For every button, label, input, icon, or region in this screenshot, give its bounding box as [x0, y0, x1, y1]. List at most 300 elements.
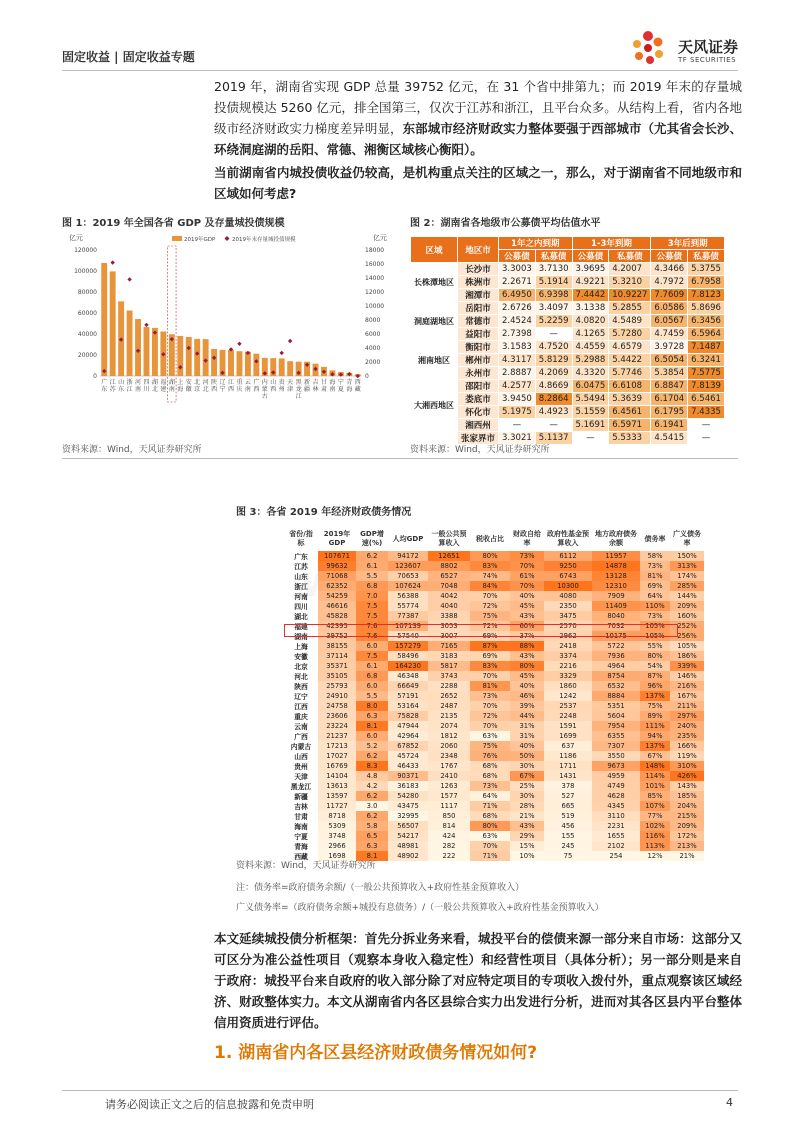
t3-province: 海南	[294, 823, 308, 831]
t3-value: 204%	[670, 801, 704, 811]
t2-value: 6.5971	[609, 419, 651, 432]
legend-bar-swatch	[172, 236, 182, 241]
t3-value: 68%	[470, 771, 510, 781]
t2-header-region: 区域	[411, 237, 458, 263]
t2-subheader: 私募债	[688, 250, 725, 263]
t3-value: 42964	[388, 731, 428, 741]
t3-value: 12310	[592, 581, 640, 591]
t3-value: 185%	[670, 791, 704, 801]
t2-value: 5.3854	[651, 367, 688, 380]
t3-value: 222	[428, 851, 470, 861]
table-row	[411, 315, 725, 328]
bar-gdp	[211, 349, 217, 376]
table-row	[411, 289, 725, 302]
t3-value: 3743	[428, 671, 470, 681]
t3-value: 9673	[592, 761, 640, 771]
x-tick-label: 西	[354, 379, 361, 386]
t3-value: 46348	[388, 671, 428, 681]
t3-value: 54%	[640, 661, 670, 671]
t2-value: 4.5415	[651, 432, 688, 445]
t3-value: 11409	[592, 601, 640, 611]
hunan-highlight-box	[284, 624, 678, 637]
fig3-title: 图 3：各省 2019 年经济财政债务情况	[236, 507, 412, 518]
t2-city: 常德市	[458, 315, 499, 328]
t3-value: 6.2	[356, 811, 388, 821]
t3-value: 7.5	[356, 651, 388, 661]
t3-header: 广义债务率	[673, 530, 701, 547]
table-row	[284, 731, 704, 741]
x-tick-label: 东	[118, 386, 125, 393]
table-row	[411, 263, 725, 276]
t3-value: 5351	[592, 701, 640, 711]
t3-value: 1577	[428, 791, 470, 801]
table-row	[284, 831, 704, 841]
t3-value: 1117	[428, 801, 470, 811]
t3-value: 6.2	[356, 751, 388, 761]
t3-value: 7.0	[356, 591, 388, 601]
t3-value: 6743	[544, 571, 592, 581]
t2-value: 5.3639	[609, 393, 651, 406]
t2-value: 6.1704	[651, 393, 688, 406]
y-left-tick: 60000	[77, 310, 97, 317]
t3-value: 3550	[592, 751, 640, 761]
t2-value: 4.5489	[609, 315, 651, 328]
t3-value: 43%	[510, 651, 544, 661]
fig3-source: 资料来源：Wind，天风证券研究所	[236, 861, 376, 871]
t3-value: 4959	[592, 771, 640, 781]
legend-gdp: 2019年GDP	[184, 237, 216, 243]
t3-value: 1699	[544, 731, 592, 741]
x-tick-label: 甘	[320, 379, 327, 386]
t3-value: 70%	[470, 721, 510, 731]
y-right-label: 亿元	[373, 234, 387, 242]
t3-value: 45%	[510, 671, 544, 681]
x-tick-label: 河	[135, 379, 142, 386]
t3-value: 102%	[640, 821, 670, 831]
t3-value: 6.1	[356, 561, 388, 571]
t3-value: 456	[544, 821, 592, 831]
t3-value: 73%	[640, 611, 670, 621]
t3-value: 87%	[640, 671, 670, 681]
t3-value: 313%	[670, 561, 704, 571]
t3-value: 24758	[318, 701, 356, 711]
t2-value: 3.7130	[535, 263, 572, 276]
t3-value: 7.5	[356, 611, 388, 621]
logo-subtext: TF SECURITIES	[678, 56, 737, 64]
t3-value: 3388	[428, 611, 470, 621]
t3-value: 137%	[640, 741, 670, 751]
table-row	[284, 681, 704, 691]
y-right-tick: 4000	[365, 345, 381, 352]
t3-value: 7.6	[356, 621, 388, 631]
t3-value: 4749	[592, 781, 640, 791]
t3-value: 297%	[670, 711, 704, 721]
x-tick-label: 江	[109, 379, 116, 386]
table-row	[411, 393, 725, 406]
t3-value: 84%	[470, 581, 510, 591]
t3-value: 72%	[470, 621, 510, 631]
t3-value: 3748	[318, 831, 356, 841]
t3-value: 216%	[670, 681, 704, 691]
t3-value: 6.2	[356, 551, 388, 561]
t2-value: 4.0820	[572, 315, 609, 328]
t3-province: 云南	[294, 723, 308, 731]
t3-value: 31%	[510, 721, 544, 731]
t3-value: 25793	[318, 681, 356, 691]
t3-value: 7165	[428, 641, 470, 651]
t3-value: 88%	[510, 641, 544, 651]
table-row	[284, 801, 704, 811]
x-tick-label: 南	[168, 386, 175, 393]
x-tick-label: 云	[244, 379, 251, 386]
t3-value: 150%	[670, 551, 704, 561]
page-number: 4	[726, 1096, 733, 1109]
bar-gdp	[194, 339, 200, 376]
t2-value: 4.3320	[572, 367, 609, 380]
t3-value: 426%	[670, 771, 704, 781]
t3-value: 2288	[428, 681, 470, 691]
t2-value: 6.5964	[688, 328, 725, 341]
table-row	[284, 581, 704, 591]
t3-province: 河北	[294, 673, 308, 681]
point-debt	[237, 342, 241, 346]
t3-value: 70%	[510, 561, 544, 571]
t3-value: 11727	[318, 801, 356, 811]
x-tick-label: 辽	[219, 379, 226, 386]
t2-region: 湘南地区	[411, 341, 458, 380]
t3-value: 75%	[640, 701, 670, 711]
t3-value: 85%	[640, 791, 670, 801]
t3-value: 160%	[670, 611, 704, 621]
t3-value: 64%	[640, 591, 670, 601]
t3-value: 45%	[510, 601, 544, 611]
bar-gdp	[279, 358, 285, 376]
t3-value: 74%	[470, 571, 510, 581]
t3-value: 111%	[640, 721, 670, 731]
t2-value: 4.2007	[609, 263, 651, 276]
t3-value: 2350	[544, 601, 592, 611]
header-divider	[62, 70, 738, 71]
t3-value: 1812	[428, 731, 470, 741]
table-row	[411, 380, 725, 393]
t3-value: 256%	[670, 631, 704, 641]
x-tick-label: 河	[202, 379, 209, 386]
t3-value: 3374	[544, 651, 592, 661]
t3-value: 119%	[670, 751, 704, 761]
t3-province: 西藏	[294, 853, 308, 861]
t3-header: 一般公共预算收入	[431, 530, 467, 547]
t3-value: 4964	[592, 661, 640, 671]
t3-value: 3183	[428, 651, 470, 661]
t2-header-city: 地区市	[458, 237, 499, 263]
t3-value: 172%	[670, 831, 704, 841]
t2-value: 4.7972	[651, 276, 688, 289]
t3-value: 73%	[640, 561, 670, 571]
t3-value: 6.0	[356, 641, 388, 651]
t3-value: 77387	[388, 611, 428, 621]
t3-value: 37%	[510, 631, 544, 641]
t3-value: 105%	[640, 621, 670, 631]
t3-value: 40%	[510, 591, 544, 601]
t3-value: 1431	[544, 771, 592, 781]
t3-value: 73%	[510, 551, 544, 561]
t3-value: 99632	[318, 561, 356, 571]
t3-value: 6.2	[356, 791, 388, 801]
t3-value: 3053	[428, 621, 470, 631]
t3-value: 66649	[388, 681, 428, 691]
t3-value: 14878	[592, 561, 640, 571]
t3-province: 江苏	[294, 563, 308, 571]
table-row	[411, 419, 725, 432]
t3-value: 7909	[592, 591, 640, 601]
t2-value: 5.1914	[535, 276, 572, 289]
t3-value: 71%	[470, 851, 510, 861]
t3-value: 209%	[670, 601, 704, 611]
t2-value: 10.9227	[609, 289, 651, 302]
t2-value: 6.1795	[651, 406, 688, 419]
t3-value: 2652	[428, 691, 470, 701]
t2-value: 6.5461	[688, 393, 725, 406]
x-tick-label: 南	[244, 386, 251, 393]
t2-value: 5.8129	[535, 354, 572, 367]
x-tick-label: 徽	[185, 386, 192, 393]
t3-value: 252%	[670, 621, 704, 631]
t3-value: 2216	[544, 661, 592, 671]
t2-value: 7.8123	[688, 289, 725, 302]
page-header: 固定收益 | 固定收益专题	[62, 50, 195, 64]
t3-value: 94%	[640, 731, 670, 741]
y-right-tick: 6000	[365, 331, 381, 338]
x-tick-label: 南	[135, 386, 142, 393]
t3-value: 11957	[592, 551, 640, 561]
y-left-tick: 120000	[74, 247, 97, 254]
t2-region: 长株潭地区	[411, 263, 458, 302]
y-right-tick: 8000	[365, 317, 381, 324]
t3-province: 广东	[294, 553, 308, 561]
t3-value: 40%	[510, 681, 544, 691]
t3-value: 57191	[388, 691, 428, 701]
x-tick-label: 古	[261, 393, 268, 400]
x-tick-label: 州	[278, 386, 285, 393]
t3-value: 5.8	[356, 821, 388, 831]
t3-province: 重庆	[294, 713, 308, 721]
table-row	[284, 761, 704, 771]
t3-value: 64%	[470, 791, 510, 801]
t3-value: 8.0	[356, 701, 388, 711]
fig2-title: 图 2：湖南省各地级市公募债平均估值水平	[410, 218, 601, 229]
bar-gdp	[253, 354, 259, 376]
t3-value: 7307	[592, 741, 640, 751]
t3-value: 2537	[544, 701, 592, 711]
t3-value: 94172	[388, 551, 428, 561]
t2-value: 3.9450	[499, 393, 536, 406]
t3-value: 54259	[318, 591, 356, 601]
x-tick-label: 内	[261, 379, 268, 386]
t3-value: 43%	[510, 821, 544, 831]
t3-value: 63%	[470, 831, 510, 841]
t2-value: 4.4923	[535, 406, 572, 419]
t3-value: 7.5	[356, 601, 388, 611]
y-left-tick: 100000	[74, 268, 97, 275]
t3-value: 527	[544, 791, 592, 801]
t3-value: 2074	[428, 721, 470, 731]
t3-value: 70%	[470, 841, 510, 851]
t2-city: 湘西州	[458, 419, 499, 432]
bar-gdp	[144, 327, 150, 376]
t3-value: 25%	[510, 781, 544, 791]
t3-value: 61%	[510, 571, 544, 581]
t3-value: 70%	[510, 581, 544, 591]
t2-subheader: 公募债	[499, 250, 536, 263]
table-row	[284, 781, 704, 791]
t3-value: 56507	[388, 821, 428, 831]
t3-province: 山东	[294, 573, 308, 581]
table-row	[411, 406, 725, 419]
t3-province: 浙江	[294, 583, 308, 591]
t3-value: 4080	[544, 591, 592, 601]
t3-value: 282	[428, 841, 470, 851]
x-tick-label: 苏	[109, 386, 116, 393]
t2-value: 4.2577	[499, 380, 536, 393]
bar-gdp	[101, 263, 107, 376]
t2-value: 3.1583	[499, 341, 536, 354]
t2-value: 6.7958	[688, 276, 725, 289]
t3-value: 1186	[544, 751, 592, 761]
x-tick-label: 西	[211, 386, 218, 393]
x-tick-label: 海	[329, 379, 336, 386]
t3-value: 42395	[318, 621, 356, 631]
t2-city: 郴州市	[458, 354, 499, 367]
t2-value: 7.7609	[651, 289, 688, 302]
t2-header-3y: 3年后到期	[651, 237, 725, 250]
t2-value: 5.3755	[688, 263, 725, 276]
t3-province: 黑龙江	[290, 783, 312, 791]
t3-header: 人均GDP	[392, 534, 424, 543]
t3-value: 209%	[670, 821, 704, 831]
t3-value: 6.8	[356, 671, 388, 681]
t2-value: 5.1691	[572, 419, 609, 432]
t2-value: 5.7280	[609, 328, 651, 341]
t3-value: 68%	[470, 761, 510, 771]
t3-province: 贵州	[294, 763, 308, 771]
t2-value: 7.1487	[688, 341, 725, 354]
paragraph-question: 当前湖南省内城投债收益仍较高，是机构重点关注的区域之一，那么，对于湖南省不同地级市和区域如何考虑?	[214, 165, 742, 201]
t3-value: 7.6	[356, 631, 388, 641]
t3-value: 123607	[388, 561, 428, 571]
table-row	[411, 328, 725, 341]
x-tick-label: 安	[185, 379, 192, 386]
t2-value: 7.8139	[688, 380, 725, 393]
t2-value: 5.5494	[572, 393, 609, 406]
t3-value: 155	[544, 831, 592, 841]
t2-value: 6.0567	[651, 315, 688, 328]
t2-value: 5.2259	[535, 315, 572, 328]
y-left-tick: 0	[93, 373, 97, 380]
t3-value: 3007	[428, 631, 470, 641]
t3-value: 23606	[318, 711, 356, 721]
t3-value: 17027	[318, 751, 356, 761]
t3-value: 16769	[318, 761, 356, 771]
t3-value: 43%	[510, 611, 544, 621]
t3-header: 2019年GDP	[323, 530, 351, 547]
t2-value: 3.1338	[572, 302, 609, 315]
t2-subheader: 私募债	[609, 250, 651, 263]
t2-value: 8.2864	[535, 393, 572, 406]
t2-value: 5.1137	[535, 432, 572, 445]
bar-gdp	[177, 336, 183, 376]
t2-region: 洞庭湖地区	[411, 302, 458, 341]
t3-value: 17213	[318, 741, 356, 751]
t3-value: 3329	[544, 671, 592, 681]
table-row	[284, 591, 704, 601]
t3-value: 5309	[318, 821, 356, 831]
t3-value: 6527	[428, 571, 470, 581]
point-debt	[127, 277, 131, 281]
table-row	[411, 276, 725, 289]
paragraph-framework: 本文延续城投债分析框架：首先分拆业务来看，城投平台的偿债来源一部分来自市场：这部分又可区分为准公益性项目（观察本身收入稳定性）和经营性项目（具体分析）；另一部分则是来自于政府：城投平台来自政府的收入部分除了对应特定项目的专项收入拨付外，重点观察该区域经济、财政整体实力。本文从湖南省内各区县综合实力出发进行分析，进而对其各区县内平台整体信用资质进行评估。	[214, 931, 742, 1030]
bar-gdp	[228, 350, 234, 376]
t3-value: 80%	[470, 551, 510, 561]
legend-dot-swatch	[225, 236, 230, 241]
t2-value: 4.6579	[609, 341, 651, 354]
t3-province: 山西	[294, 753, 308, 761]
t2-city: 株洲市	[458, 276, 499, 289]
t3-value: 113%	[640, 841, 670, 851]
t2-value: 5.4422	[609, 354, 651, 367]
t2-subheader: 公募债	[572, 250, 609, 263]
t3-value: 5.2	[356, 741, 388, 751]
t3-province: 湖北	[294, 613, 308, 621]
t3-value: 73%	[470, 691, 510, 701]
t2-value: —	[688, 432, 725, 445]
t2-value: 4.7520	[535, 341, 572, 354]
t2-value: 4.3117	[499, 354, 536, 367]
t3-value: 58496	[388, 651, 428, 661]
t2-header-1-3y: 1-3年到期	[572, 237, 651, 250]
t3-value: 3.0	[356, 801, 388, 811]
x-tick-label: 津	[287, 386, 294, 393]
t3-value: 1655	[592, 831, 640, 841]
t3-value: 35371	[318, 661, 356, 671]
t3-value: 137%	[640, 691, 670, 701]
x-tick-label: 龙	[295, 386, 302, 393]
t3-value: 83%	[470, 661, 510, 671]
t3-value: 6112	[544, 551, 592, 561]
table-row	[284, 671, 704, 681]
t3-value: 55774	[388, 601, 428, 611]
t3-value: 157279	[388, 641, 428, 651]
t3-value: 54217	[388, 831, 428, 841]
y-right-tick: 12000	[365, 289, 385, 296]
t2-region: 大湘西地区	[411, 380, 458, 432]
t3-value: 30%	[510, 791, 544, 801]
t2-value: 6.0586	[651, 302, 688, 315]
t3-header: 省份/指标	[289, 530, 313, 547]
section-heading: 1. 湖南省内各区县经济财政债务情况如何?	[214, 1043, 538, 1063]
table-row	[284, 651, 704, 661]
t3-value: 67%	[510, 771, 544, 781]
t3-province: 四川	[294, 603, 308, 611]
x-tick-label: 重	[236, 379, 243, 386]
y-right-tick: 16000	[365, 261, 385, 268]
t3-header: 政府性基金预算收入	[547, 530, 589, 547]
t3-value: 235%	[670, 731, 704, 741]
t3-value: 13128	[592, 571, 640, 581]
t3-value: 43475	[388, 801, 428, 811]
t3-value: 10300	[544, 581, 592, 591]
t3-value: 4042	[428, 591, 470, 601]
t3-value: 36183	[388, 781, 428, 791]
